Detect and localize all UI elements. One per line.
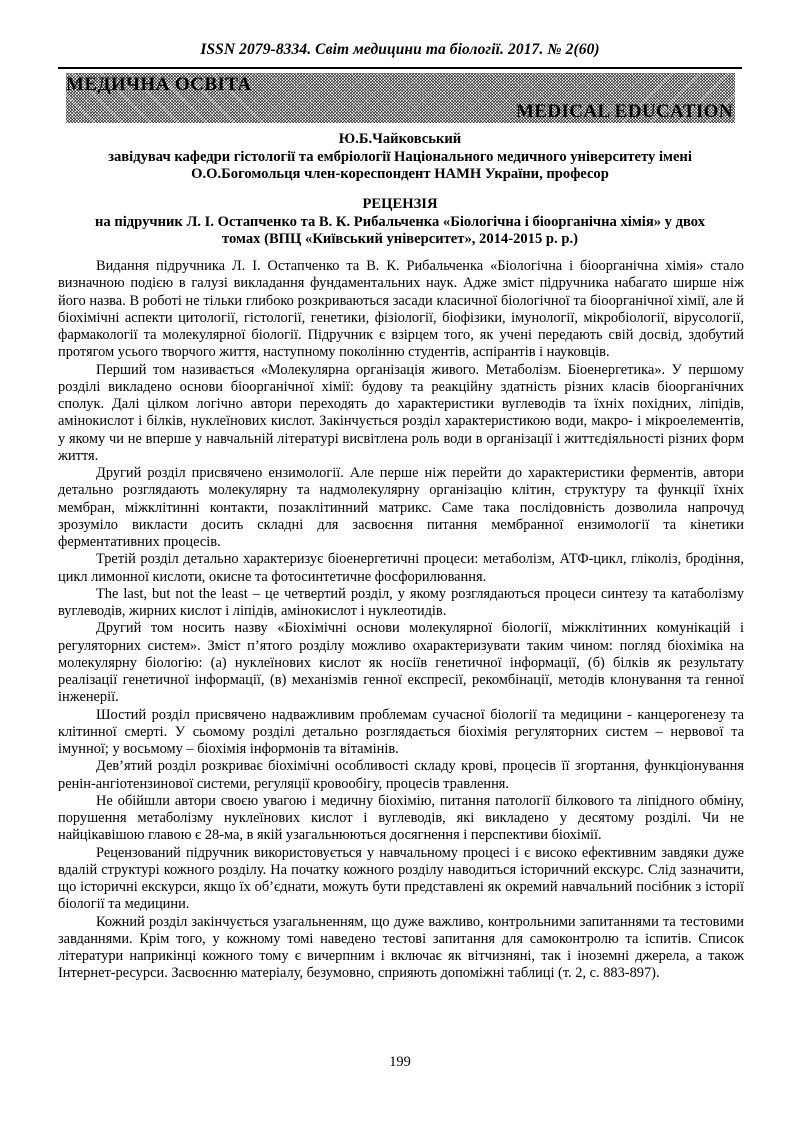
- body-paragraph: Рецензований підручник використовується у навчальному процесі і є високо ефективним завдяки дуже вдалій структурі кожного розділу. На початку кожного розділу наводиться історичний екскурс. Слід зазначити, що історичні екскурси, якщо їх об’єднати, можуть бути представлені як окремий навчальний посібник з історії біології та медицини.: [58, 844, 744, 913]
- body-paragraph: The last, but not the least – це четвертий розділ, у якому розглядаються процеси синтезу та катаболізму вуглеводів, жирних кислот і ліпідів, амінокислот і нуклеотидів.: [58, 585, 744, 619]
- body-paragraph: Шостий розділ присвячено надважливим проблемам сучасної біології та медицини - канцерогенезу та клітинної смерті. У сьомому розділі детально розглядається біохімія регуляторних систем – нервової та імунної; у восьмому – біохімія інформонів та вітамінів.: [58, 706, 744, 757]
- author-affiliation-line-2: О.О.Богомольця член-кореспондент НАМН України, професор: [191, 166, 609, 183]
- author-affiliation-line-1: завідувач кафедри гістології та ембріології Національного медичного університету імені: [108, 148, 692, 165]
- body-paragraph: Видання підручника Л. І. Остапченко та В. К. Рибальченка «Біологічна і біоорганічна хімія» стало визначною подією в галузі викладання фундаментальних наук. Адже зміст підручника набагато ширше ніж його назва. В роботі не тільки глибоко розкриваються засади класичної біологічної та біоорганічної хімії, але й біохімічні аспекти цитології, гістології, генетики, фізіології, біофізики, імунології, мікробіології, вірусології, фармакології та молекулярної біології. Підручник є взірцем того, як учені передають свій досвід, здобутий протягом усього творчого життя, наступному поколінню студентів, аспірантів і науковців.: [58, 258, 744, 361]
- banner-label-english: MEDICAL EDUCATION: [515, 101, 733, 122]
- author-byline: [58, 131, 742, 184]
- article-title: [58, 196, 742, 249]
- article-body: [58, 258, 744, 983]
- page-title: РЕЦЕНЗІЯ: [362, 196, 438, 212]
- body-paragraph: Не обійшли автори своєю увагою і медичну біохімію, питання патології білкового та ліпідного обміну, порушення метаболізму нуклеїнових кислот і вуглеводів, які викладено у десятому розділі. Чи не найцікавішою главою є 28-ма, в якій узагальнюються досягнення і перспективи біохімії.: [58, 792, 744, 844]
- article-subtitle-line-1: на підручник Л. І. Остапченко та В. К. Рибальченка «Біологічна і біоорганічна хімія» у двох: [94, 213, 706, 230]
- section-banner: [66, 73, 735, 123]
- body-paragraph: Другий розділ присвячено ензимології. Але перше ніж перейти до характеристики ферментів, автори детально розглядають молекулярну та надмолекулярну організацію клітин, структуру та функції їхніх мембран, міжклітинні контакти, позаклітинний матрикс. Саме така послідовність дозволила напрочуд зрозуміло викласти досить складні для засвоєння питання мембранної ензимології та кінетики ферментативних процесів.: [58, 465, 744, 550]
- page-number: 199: [389, 1054, 411, 1070]
- running-head: ISSN 2079-8334. Світ медицини та біології. 2017. № 2(60): [200, 41, 600, 58]
- body-paragraph: Другий том носить назву «Біохімічні основи молекулярної біології, міжклітинних комунікацій і регуляторних систем». Зміст п’ятого розділу можливо охарактеризувати таким чином: погляд біохіміка на молекулярну біологію: (а) нуклеїнових кислот як носіїв генетичної інформації, (б) білків як результату реалізації генетичної інформації, (в) механізмів генної експресії, рекомбінації, методів клонування та генної інженерії.: [58, 620, 744, 706]
- body-paragraph: Третій розділ детально характеризує біоенергетичні процеси: метаболізм, АТФ-цикл, гліколіз, бродіння, цикл лимонної кислоти, окисне та фотосинтетичне фосфорилювання.: [58, 551, 744, 585]
- author-name: Ю.Б.Чайковський: [338, 131, 462, 147]
- banner-label-ukrainian: МЕДИЧНА ОСВІТА: [66, 74, 252, 95]
- header-rule: [58, 67, 742, 69]
- body-paragraph: Перший том називається «Молекулярна організація живого. Метаболізм. Біоенергетика». У першому розділі викладено основи біоорганічної хімії: будову та реакційну здатність різних класів біоорганічних сполук. Далі цілком логічно автори переходять до характеристики вуглеводів та їхніх похідних, ліпідів, амінокислот і білків, нуклеїнових кислот. Закінчується розділ характеристикою води, макро- і мікроелементів, у якому чи не вперше у навчальній літературі висвітлена роль води в організації і життєдіяльності різних форм життя.: [58, 361, 744, 464]
- article-subtitle-line-2: томах (ВПЦ «Київський університет», 2014-2015 р. р.): [222, 231, 578, 248]
- body-paragraph: Кожний розділ закінчується узагальненням, що дуже важливо, контрольними запитаннями та тестовими завданнями. Крім того, у кожному томі наведено тестові запитання для самоконтролю та іспитів. Список літератури наприкінці кожного тому є вичерпним і включає як вітчизняні, так і іноземні джерела, а також Інтернет-ресурси. Засвоєнню матеріалу, безумовно, сприяють допоміжні таблиці (т. 2, с. 883-897).: [58, 913, 744, 982]
- body-paragraph: Дев’ятий розділ розкриває біохімічні особливості складу крові, процесів її згортання, функціонування ренін-ангіотензинової системи, регуляції кровообігу, процесів травлення.: [58, 758, 744, 792]
